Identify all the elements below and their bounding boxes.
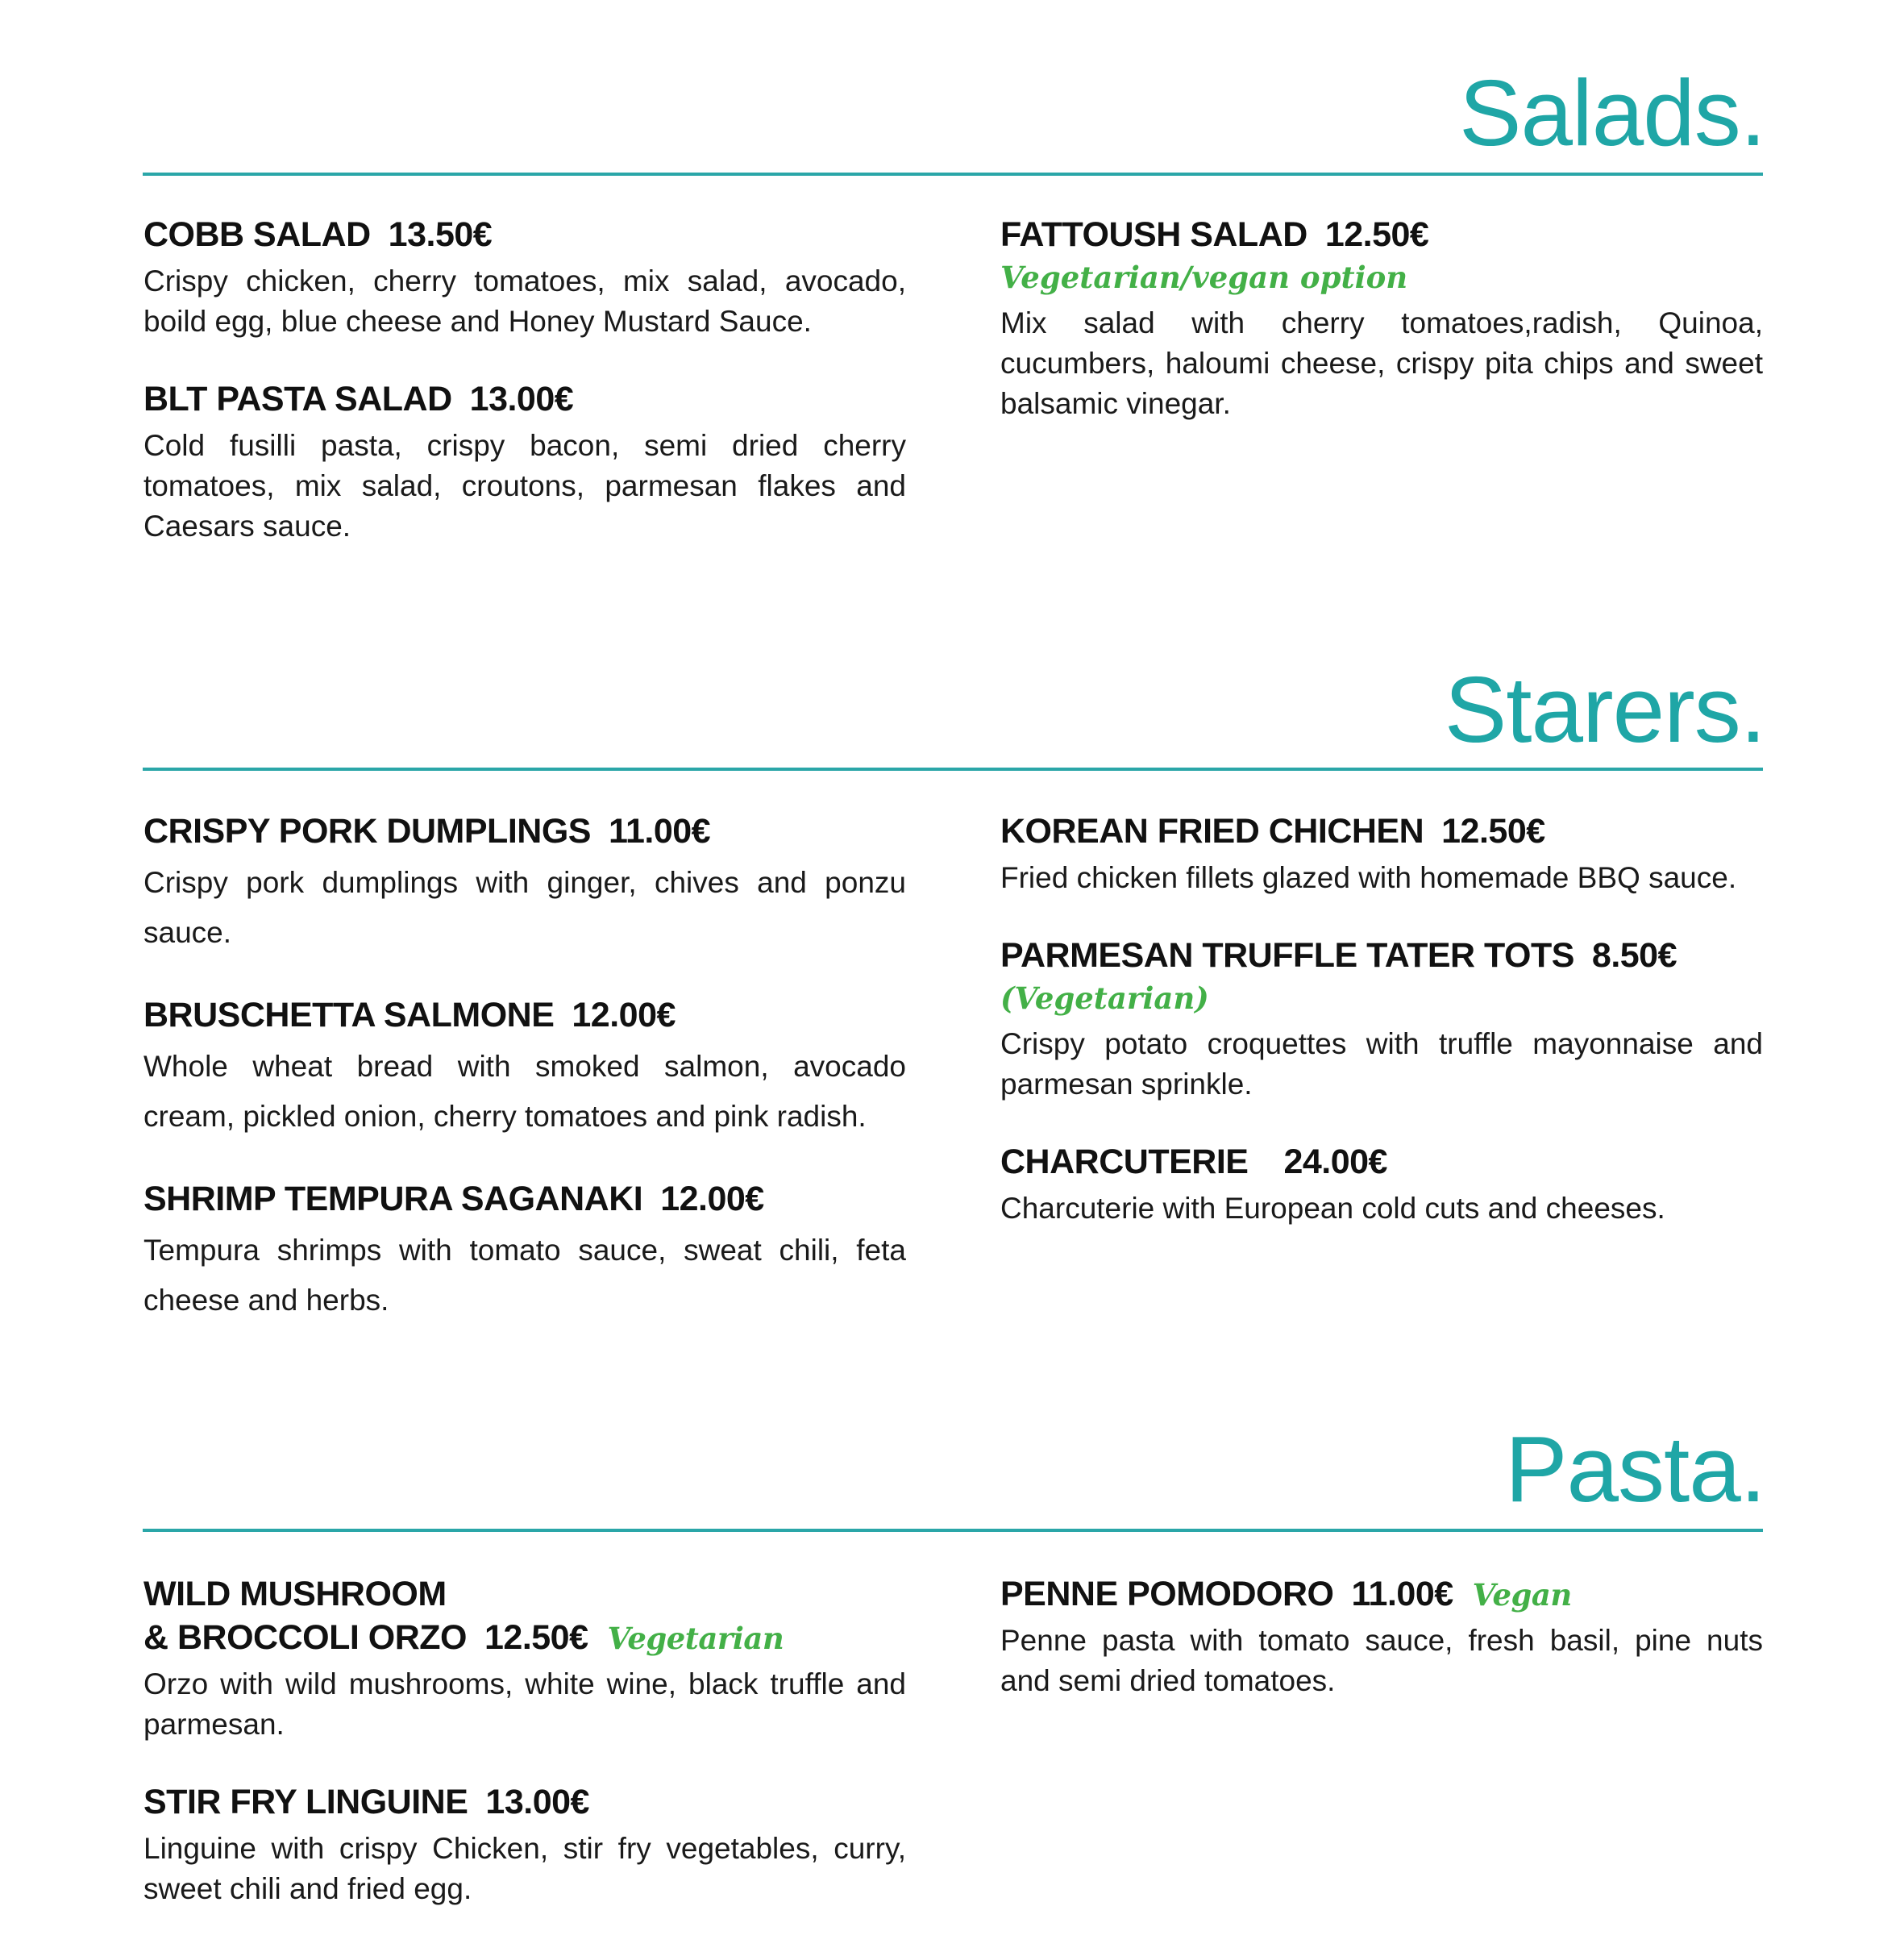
item-price: 13.50€ bbox=[388, 215, 493, 254]
item-price: 11.00€ bbox=[608, 812, 711, 851]
item-name: CRISPY PORK DUMPLINGS bbox=[143, 812, 591, 851]
menu-item bbox=[1000, 810, 1763, 898]
dietary-tag: Vegan bbox=[1472, 1577, 1572, 1613]
menu-item bbox=[143, 810, 906, 958]
section-divider bbox=[143, 768, 1763, 771]
item-description: Charcuterie with European cold cuts and cheeses. bbox=[1000, 1192, 1665, 1225]
pasta-left-column bbox=[143, 1572, 906, 1945]
menu-item bbox=[143, 1177, 906, 1326]
item-price: 13.00€ bbox=[469, 380, 574, 418]
item-price: 11.00€ bbox=[1351, 1575, 1453, 1613]
menu-item bbox=[143, 1572, 906, 1745]
item-description: Whole wheat bread with smoked salmon, avocado cream, pickled onion, cherry tomatoes and pink radish. bbox=[143, 1050, 906, 1133]
item-description: Crispy pork dumplings with ginger, chives and ponzu sauce. bbox=[143, 866, 906, 949]
dietary-tag: (Vegetarian) bbox=[1000, 980, 1209, 1016]
item-price: 12.00€ bbox=[572, 996, 676, 1034]
menu-item bbox=[143, 993, 906, 1142]
item-price: 8.50€ bbox=[1591, 936, 1677, 975]
item-description: Fried chicken fillets glazed with homemade BBQ sauce. bbox=[1000, 861, 1737, 894]
section-title: Pasta. bbox=[1505, 1417, 1765, 1521]
item-name: COBB SALAD bbox=[143, 215, 371, 254]
item-price: 24.00€ bbox=[1283, 1142, 1387, 1181]
item-name: KOREAN FRIED CHICHEN bbox=[1000, 812, 1424, 851]
item-description: Mix salad with cherry tomatoes,radish, Quinoa, cucumbers, haloumi cheese, crispy pita chips and sweet balsamic vinegar. bbox=[1000, 306, 1763, 420]
item-price: 12.00€ bbox=[660, 1180, 764, 1218]
menu-item bbox=[143, 1780, 906, 1909]
dietary-tag: Vegetarian/vegan option bbox=[1000, 260, 1408, 295]
section-divider bbox=[143, 173, 1763, 176]
salads-right-column bbox=[1000, 213, 1763, 460]
section-title: Starers. bbox=[1444, 657, 1765, 762]
item-description: Linguine with crispy Chicken, stir fry vegetables, curry, sweet chili and fried egg. bbox=[143, 1832, 906, 1905]
item-description: Tempura shrimps with tomato sauce, sweat chili, feta cheese and herbs. bbox=[143, 1234, 906, 1317]
item-name: WILD MUSHROOM bbox=[143, 1575, 447, 1613]
menu-item bbox=[1000, 1572, 1763, 1701]
item-price: 13.00€ bbox=[485, 1783, 589, 1821]
item-name: BLT PASTA SALAD bbox=[143, 380, 452, 418]
menu-item bbox=[1000, 934, 1763, 1105]
item-name: PARMESAN TRUFFLE TATER TOTS bbox=[1000, 936, 1574, 975]
item-description: Crispy potato croquettes with truffle mayonnaise and parmesan sprinkle. bbox=[1000, 1027, 1763, 1101]
starters-right-column bbox=[1000, 810, 1763, 1264]
salads-left-column bbox=[143, 213, 906, 582]
menu-item bbox=[143, 377, 906, 547]
item-name: CHARCUTERIE bbox=[1000, 1142, 1249, 1181]
item-description: Orzo with wild mushrooms, white wine, black truffle and parmesan. bbox=[143, 1667, 906, 1741]
menu-item bbox=[1000, 213, 1763, 424]
section-divider bbox=[143, 1529, 1763, 1532]
item-price: 12.50€ bbox=[1441, 812, 1545, 851]
dietary-tag: Vegetarian bbox=[607, 1621, 784, 1656]
item-price: 12.50€ bbox=[1324, 215, 1429, 254]
starters-left-column bbox=[143, 810, 906, 1361]
item-name: PENNE POMODORO bbox=[1000, 1575, 1334, 1613]
item-name: FATTOUSH SALAD bbox=[1000, 215, 1307, 254]
item-price: 12.50€ bbox=[484, 1618, 588, 1657]
section-title: Salads. bbox=[1459, 60, 1765, 165]
item-description: Penne pasta with tomato sauce, fresh basil, pine nuts and semi dried tomatoes. bbox=[1000, 1624, 1763, 1697]
menu-item bbox=[143, 213, 906, 342]
item-name: & BROCCOLI ORZO bbox=[143, 1618, 467, 1657]
item-name: STIR FRY LINGUINE bbox=[143, 1783, 468, 1821]
item-description: Cold fusilli pasta, crispy bacon, semi dried cherry tomatoes, mix salad, croutons, parmesan flakes and Caesars sauce. bbox=[143, 429, 906, 543]
item-name: BRUSCHETTA SALMONE bbox=[143, 996, 555, 1034]
item-description: Crispy chicken, cherry tomatoes, mix salad, avocado, boild egg, blue cheese and Honey Mustard Sauce. bbox=[143, 264, 906, 338]
pasta-right-column bbox=[1000, 1572, 1763, 1737]
menu-item bbox=[1000, 1140, 1763, 1229]
item-name: SHRIMP TEMPURA SAGANAKI bbox=[143, 1180, 643, 1218]
